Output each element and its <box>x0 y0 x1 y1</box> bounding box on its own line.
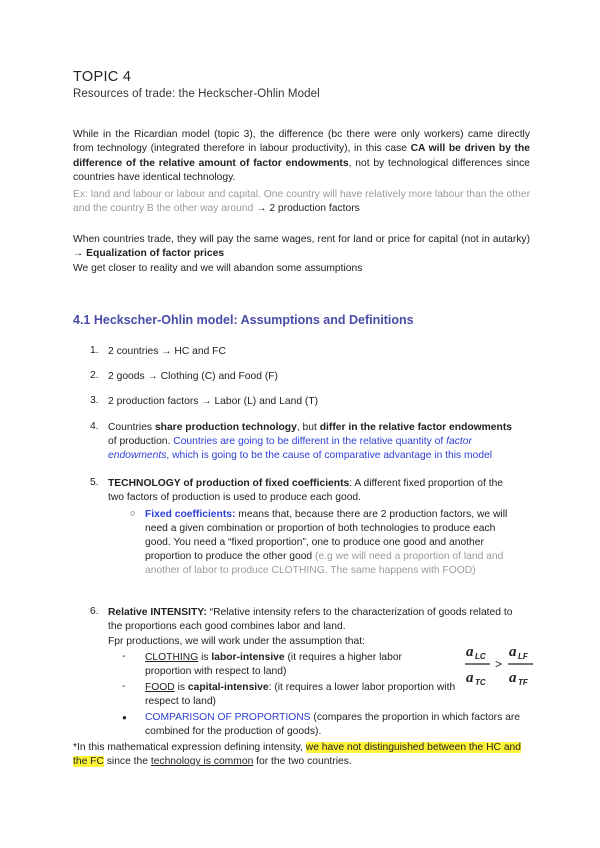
text: means that, because there are 2 production factors, we will need a given combination or proportion of both technologies to produce each good. You need a “fixed proportion”, one to produce one good and another proportion to produce the other good <box>145 509 508 562</box>
text-blue-italic: factor endowments <box>108 436 472 461</box>
closer-paragraph: We get closer to reality and we will abandon some assumptions <box>73 263 363 274</box>
text: *In this mathematical expression defining intensity, <box>73 742 306 753</box>
hollow-bullet-icon: ○ <box>130 508 136 518</box>
formula-sub-lc: LC <box>475 652 486 661</box>
text-bold: differ in the relative factor endowments <box>319 422 512 433</box>
text: , but <box>296 422 320 433</box>
formula-sub-lf: LF <box>518 652 528 661</box>
text: Countries <box>108 422 155 433</box>
example-text: Ex: land and labour or labour and capital. One country will have relatively more labour than the other and the country B the other way around <box>73 189 530 215</box>
text: : A different fixed proportion of the two factors of production is used to produce each good. <box>108 478 504 503</box>
formula-a: a <box>509 644 517 660</box>
footnote <box>73 741 523 770</box>
list-item <box>108 606 520 634</box>
intro-bold: CA will be driven by the difference of the relative amount of factor endowments <box>73 143 530 169</box>
text-bold: labor-intensive <box>211 652 285 663</box>
formula-a: a <box>509 670 517 686</box>
trade-text: When countries trade, they will pay the same wages, rent for land or price for capital (not in autarky) → <box>73 234 530 260</box>
comparison-item <box>145 711 523 739</box>
formula-a: a <box>466 644 474 660</box>
dash-item-food <box>145 681 465 709</box>
topic-title: TOPIC 4 <box>73 69 132 85</box>
formula-sub-tc: TC <box>475 678 486 687</box>
text-gray: (e.g we will need a proportion of land and another of labor to produce CLOTHING. The same happens with FOOD) <box>145 551 504 576</box>
example-arrow-text: → 2 production factors <box>256 203 360 215</box>
list-item: 2 countries → HC and FC <box>108 346 226 357</box>
trade-bold: Equalization of factor prices <box>86 248 225 260</box>
list-number: 6. <box>90 606 99 617</box>
text-underline: technology is common <box>150 756 254 768</box>
text-blue: COMPARISON OF PROPORTIONS <box>145 712 311 723</box>
text: of production. <box>108 436 174 447</box>
formula-sub-tf: TF <box>518 678 528 687</box>
text-underline: CLOTHING <box>145 652 199 663</box>
text: (compares the proportion in which factors are combined for the production of goods). <box>145 712 520 737</box>
formula-a: a <box>466 670 474 686</box>
text: since the <box>103 756 151 768</box>
text-bold: share production technology <box>154 422 297 433</box>
sub-list-item <box>145 508 523 578</box>
list-item-continuation: Fpr productions, we will work under the assumption that: <box>108 636 365 647</box>
dash-bullet: - <box>122 651 126 662</box>
list-item <box>108 477 520 505</box>
list-number: 2. <box>90 370 99 381</box>
greater-than-sign: > <box>495 657 503 671</box>
text: “Relative intensity refers to the characterization of goods related to the proportions each good combines labor and land. <box>108 607 513 632</box>
dash-item-clothing <box>145 651 450 679</box>
trade-paragraph <box>73 233 530 262</box>
intro-text: While in the Ricardian model (topic 3), the difference (bc there were only workers) came directly from technology (integrated therefore in labour productivity), in this case <box>73 129 530 155</box>
list-number: 5. <box>90 477 99 488</box>
text-bold: TECHNOLOGY of production of fixed coefficients <box>108 478 350 489</box>
text-blue: Countries are going to be different in the relative quantity of <box>173 436 447 447</box>
text-blue: , which is going to be the cause of comparative advantage in this model <box>166 450 493 461</box>
text: : (it requires a lower labor proportion with respect to land) <box>145 682 456 707</box>
list-item <box>108 421 520 463</box>
list-item: 2 production factors → Labor (L) and Land (T) <box>108 396 319 407</box>
list-item: 2 goods → Clothing (C) and Food (F) <box>108 371 278 382</box>
list-number: 3. <box>90 395 99 406</box>
text-highlight: we have not distinguished between the HC and the FC <box>73 742 521 768</box>
text: for the two countries. <box>253 756 352 768</box>
example-paragraph <box>73 188 530 217</box>
topic-subtitle: Resources of trade: the Heckscher-Ohlin Model <box>73 88 320 100</box>
text-bold: Relative INTENSITY: <box>108 607 207 618</box>
text-bold: capital-intensive <box>187 682 269 693</box>
section-heading: 4.1 Heckscher-Ohlin model: Assumptions and Definitions <box>73 313 414 327</box>
text-blue-bold: Fixed coefficients: <box>145 509 236 520</box>
text: is <box>174 682 188 693</box>
intro-text-end: , not by technological differences since countries have identical technology. <box>73 157 530 183</box>
text-underline: FOOD <box>145 682 175 693</box>
filled-bullet-icon: ● <box>122 713 127 722</box>
list-number: 4. <box>90 421 99 432</box>
text: (it requires a higher labor proportion with respect to land) <box>145 652 402 677</box>
list-number: 1. <box>90 345 99 356</box>
intro-paragraph <box>73 128 530 185</box>
intensity-formula <box>464 638 544 690</box>
text: is <box>198 652 212 663</box>
dash-bullet: - <box>122 681 126 692</box>
